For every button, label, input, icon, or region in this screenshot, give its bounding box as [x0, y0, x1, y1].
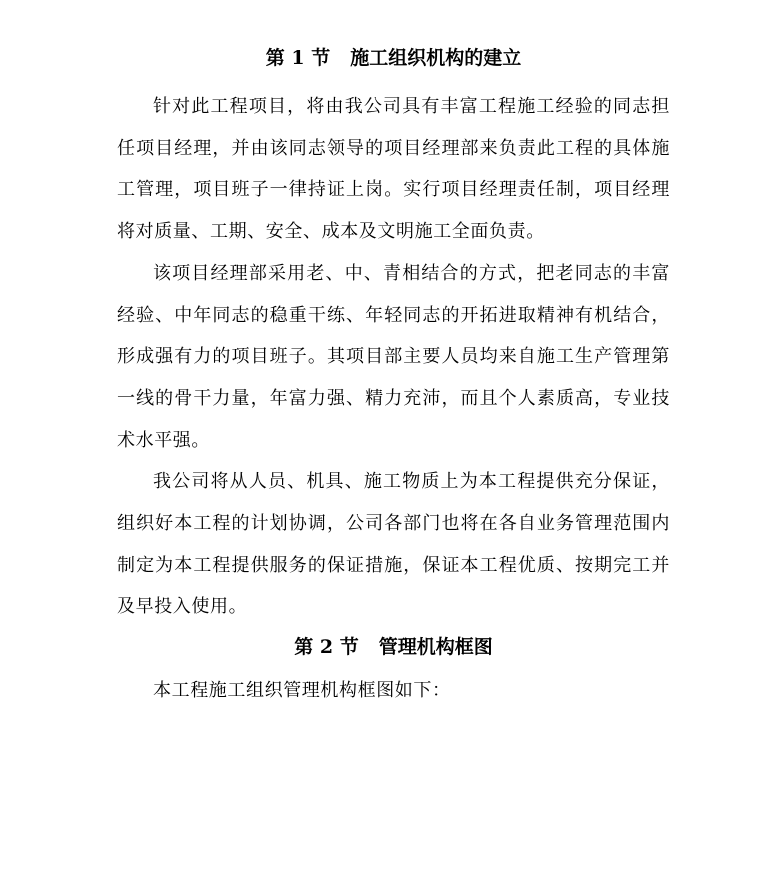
- section-1-paragraph-2: 该项目经理部采用老、中、青相结合的方式，把老同志的丰富经验、中年同志的稳重干练、年轻同志的开拓进取精神有机结合，形成强有力的项目班子。其项目部主要人员均来自施工生产管理第一线的骨干力量，年富力强、精力充沛，而且个人素质高，专业技术水平强。: [117, 262, 670, 451]
- section-1-paragraph-3: 我公司将从人员、机具、施工物质上为本工程提供充分保证，组织好本工程的计划协调，公司各部门也将在各自业务管理范围内制定为本工程提供服务的保证措施，保证本工程优质、按期完工并及早投入使用。: [117, 471, 670, 618]
- section-1-heading: [117, 40, 670, 76]
- section-2-number: 第 2 节: [294, 636, 359, 659]
- section-1-title: 施工组织机构的建立: [350, 47, 522, 69]
- section-2-paragraph-1: 本工程施工组织管理机构框图如下：: [153, 680, 451, 702]
- section-2-heading: [117, 629, 670, 665]
- section-1-number: 第 1 节: [265, 47, 331, 69]
- section-2-title: 管理机构框图: [378, 636, 493, 659]
- document-page: [117, 40, 670, 712]
- section-1-paragraph-1: 针对此工程项目，将由我公司具有丰富工程施工经验的同志担任项目经理，并由该同志领导的项目经理部来负责此工程的具体施工管理，项目班子一律持证上岗。实行项目经理责任制，项目经理将对质量、工期、安全、成本及文明施工全面负责。: [117, 96, 670, 243]
